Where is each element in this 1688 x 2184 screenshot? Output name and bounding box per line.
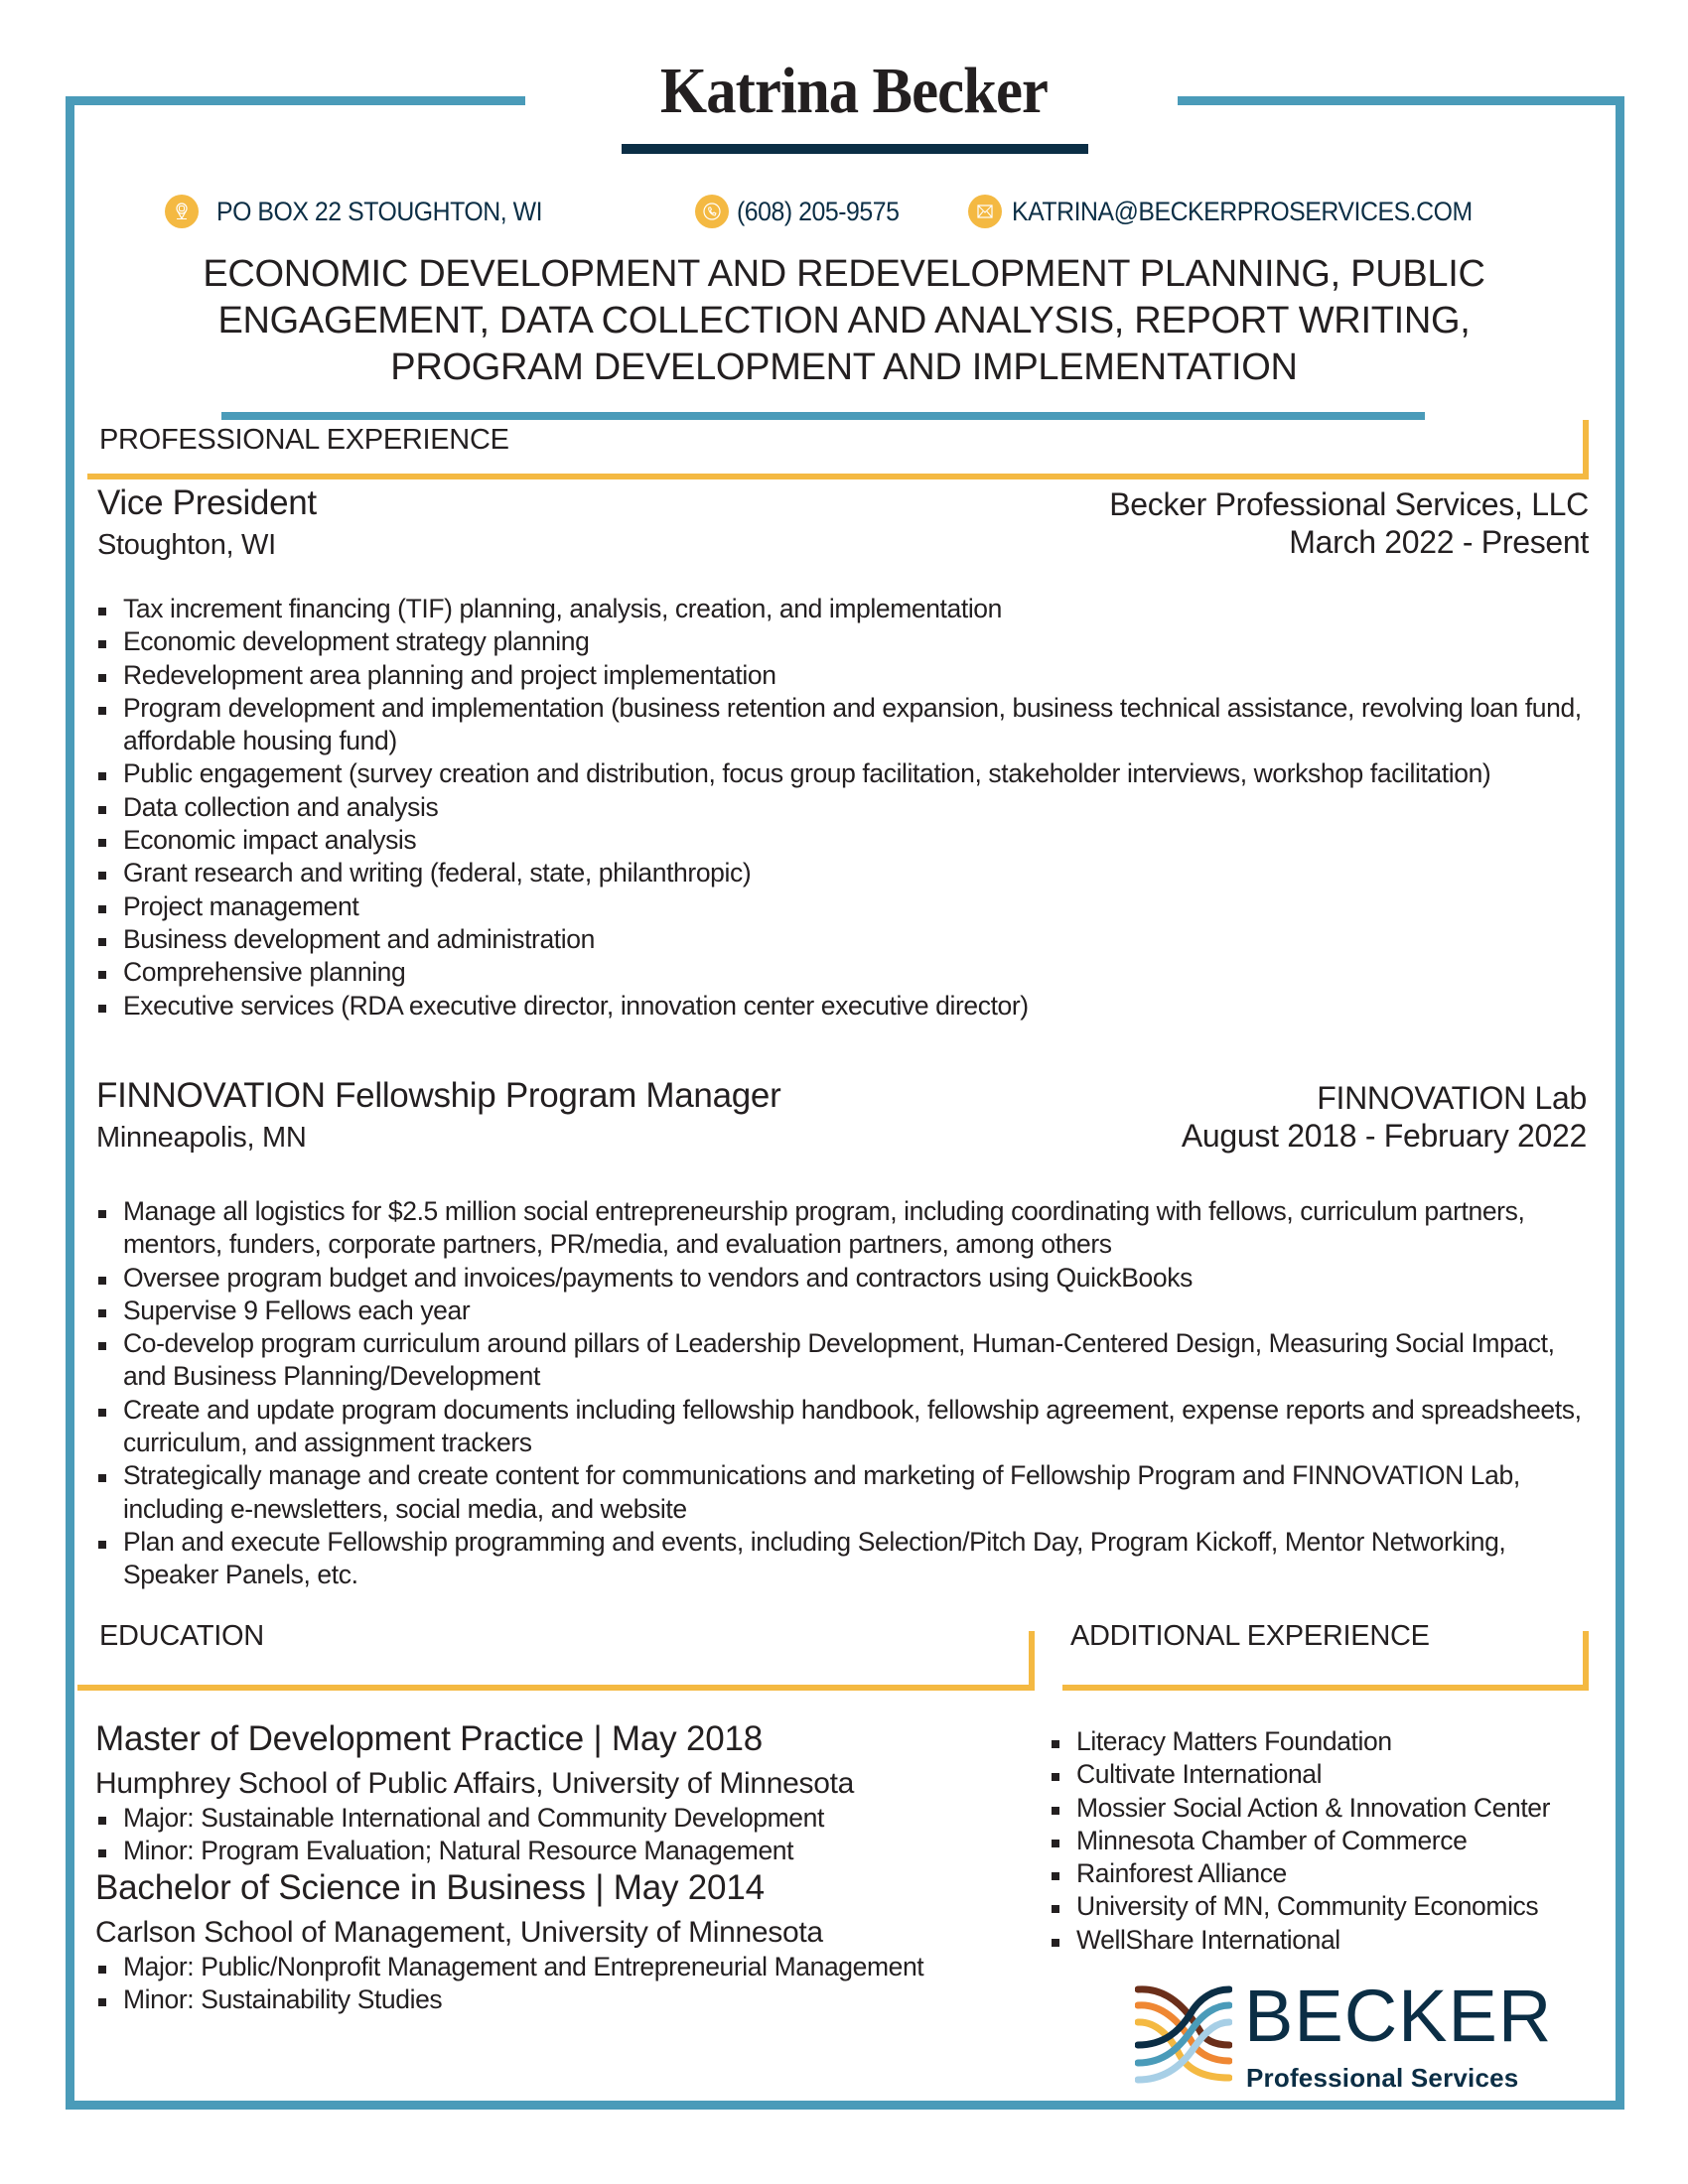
education-bracket (1029, 1631, 1035, 1691)
additional-item: Mossier Social Action & Innovation Center (1050, 1792, 1606, 1825)
header-divider (221, 412, 1425, 420)
logo-subtitle: Professional Services (1246, 2063, 1519, 2093)
job-bullet: Strategically manage and create content for communications and marketing of Fellowship Program and FINNOVATION Lab, including e-newsletters, social media, and website (96, 1459, 1596, 1526)
experience-bracket (1583, 420, 1589, 479)
contact-address (165, 195, 571, 228)
degree-title: Master of Development Practice | May 2018 (95, 1719, 764, 1758)
job-dates: March 2022 - Present (1289, 524, 1589, 560)
job-title: FINNOVATION Fellowship Program Manager (96, 1076, 781, 1115)
job-bullet: Project management (96, 890, 1596, 923)
job-bullet: Supervise 9 Fellows each year (96, 1295, 1596, 1327)
email-link[interactable]: KATRINA@BECKERPROSERVICES.COM (1012, 196, 1473, 226)
job-bullet: Create and update program documents including fellowship handbook, fellowship agreement, expense reports and spreadsheets, curriculum, and assignment trackers (96, 1394, 1596, 1460)
job-company: Becker Professional Services, LLC (1109, 486, 1589, 522)
resume-name: Katrina Becker (659, 55, 1049, 127)
job-bullet: Co-develop program curriculum around pillars of Leadership Development, Human-Centered Design, Measuring Social Impact, and Business Planning/Development (96, 1327, 1596, 1394)
job-bullet: Grant research and writing (federal, state, philanthropic) (96, 857, 1596, 889)
name-underline (622, 144, 1088, 154)
wave-lines-icon (1135, 1985, 1232, 2085)
job-bullet: Public engagement (survey creation and distribution, focus group facilitation, stakeholder interviews, workshop facilitation) (96, 757, 1596, 790)
job-title: Vice President (97, 483, 317, 522)
degree-details (96, 1802, 990, 1868)
phone-icon (695, 195, 729, 228)
job-bullet: Manage all logistics for $2.5 million social entrepreneurship program, including coordinating with fellows, curriculum partners, mentors, funders, corporate partners, PR/media, and evaluation partners, among others (96, 1195, 1596, 1262)
frame-top-right (1178, 96, 1624, 105)
job-dates: August 2018 - February 2022 (1181, 1118, 1587, 1154)
job-bullet: Redevelopment area planning and project implementation (96, 659, 1596, 692)
company-logo (1135, 1975, 1553, 2093)
job-bullets (96, 593, 1596, 1023)
degree-details (96, 1951, 1089, 2017)
additional-underline (1062, 1685, 1589, 1691)
job-bullet: Plan and execute Fellowship programming and events, including Selection/Pitch Day, Program Kickoff, Mentor Networking, Speaker Panels, etc. (96, 1526, 1596, 1592)
job-bullet: Economic development strategy planning (96, 625, 1596, 658)
envelope-icon (968, 195, 1002, 228)
additional-item: Cultivate International (1050, 1758, 1606, 1791)
job-bullet: Business development and administration (96, 923, 1596, 956)
address-text: PO BOX 22 STOUGHTON, WI (216, 196, 543, 226)
job-location: Stoughton, WI (97, 529, 276, 561)
experience-underline (87, 474, 1589, 479)
contact-email (968, 195, 1512, 228)
additional-list (1050, 1725, 1606, 1957)
frame-right (1616, 96, 1624, 2110)
additional-bracket (1583, 1631, 1589, 1691)
frame-top-left (66, 96, 525, 105)
additional-item: University of MN, Community Economics (1050, 1890, 1606, 1923)
job-bullet: Data collection and analysis (96, 791, 1596, 824)
degree-school: Humphrey School of Public Affairs, University of Minnesota (95, 1767, 855, 1800)
section-heading-education: EDUCATION (99, 1620, 264, 1652)
contact-phone (695, 195, 914, 228)
degree-detail: Major: Sustainable International and Community Development (96, 1802, 990, 1835)
frame-left (66, 96, 74, 2110)
job-bullets (96, 1195, 1596, 1592)
degree-detail: Minor: Program Evaluation; Natural Resource Management (96, 1835, 990, 1867)
degree-title: Bachelor of Science in Business | May 2014 (95, 1868, 765, 1907)
degree-detail: Minor: Sustainability Studies (96, 1983, 1089, 2016)
job-bullet: Tax increment financing (TIF) planning, analysis, creation, and implementation (96, 593, 1596, 625)
section-heading-experience: PROFESSIONAL EXPERIENCE (99, 424, 509, 456)
job-bullet: Oversee program budget and invoices/payments to vendors and contractors using QuickBooks (96, 1262, 1596, 1295)
job-bullet: Program development and implementation (business retention and expansion, business technical assistance, revolving loan fund, affordable housing fund) (96, 692, 1596, 758)
job-bullet: Comprehensive planning (96, 956, 1596, 989)
job-bullet: Economic impact analysis (96, 824, 1596, 857)
degree-detail: Major: Public/Nonprofit Management and Entrepreneurial Management (96, 1951, 1089, 1983)
job-location: Minneapolis, MN (96, 1122, 307, 1154)
location-pin-icon (165, 195, 199, 228)
additional-item: Minnesota Chamber of Commerce (1050, 1825, 1606, 1857)
job-company: FINNOVATION Lab (1317, 1080, 1587, 1116)
additional-item: WellShare International (1050, 1924, 1606, 1957)
skills-tagline: ECONOMIC DEVELOPMENT AND REDEVELOPMENT PLANNING, PUBLIC ENGAGEMENT, DATA COLLECTION AND ANALYSIS, REPORT WRITING, PROGRAM DEVELOPMENT AND IMPLEMENTATION (203, 253, 1485, 388)
education-underline (77, 1685, 1035, 1691)
job-bullet: Executive services (RDA executive director, innovation center executive director) (96, 990, 1596, 1023)
section-heading-additional: ADDITIONAL EXPERIENCE (1070, 1620, 1430, 1652)
degree-school: Carlson School of Management, University of Minnesota (95, 1916, 823, 1949)
frame-bottom (66, 2101, 1624, 2110)
logo-wordmark: BECKER (1244, 1975, 1553, 2057)
additional-item: Literacy Matters Foundation (1050, 1725, 1606, 1758)
additional-item: Rainforest Alliance (1050, 1857, 1606, 1890)
phone-text[interactable]: (608) 205-9575 (737, 196, 900, 226)
